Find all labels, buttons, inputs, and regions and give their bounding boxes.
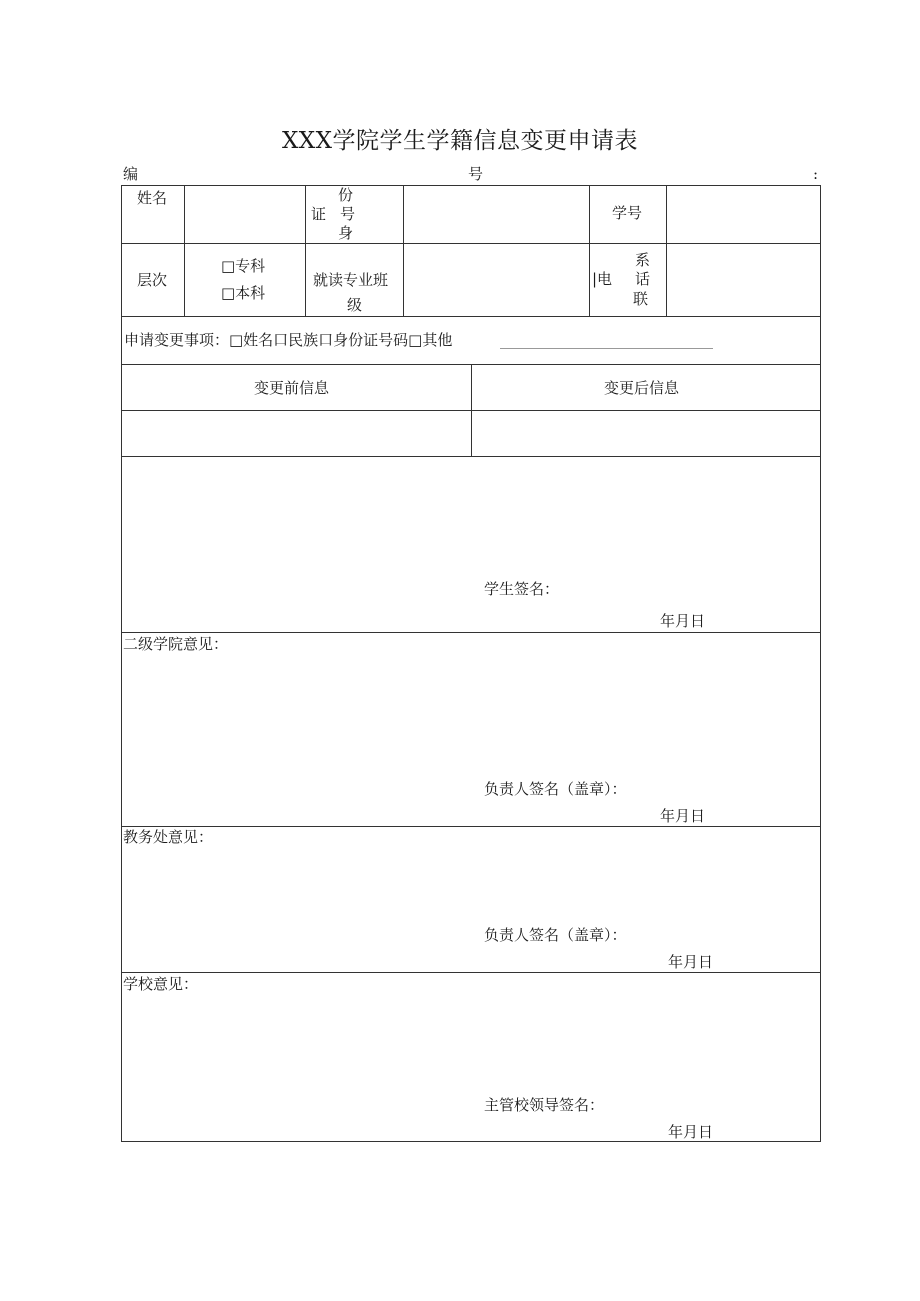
before-info-field[interactable]: [122, 411, 470, 455]
change-items-label: 申请变更事项：□姓名口民族口身份证号码□其他: [124, 331, 453, 349]
form-title: XXX学院学生学籍信息变更申请表: [281, 128, 639, 154]
department-date-label: 年月日: [660, 807, 706, 825]
school-opinion-label: 学校意见：: [123, 975, 199, 993]
major-class-field[interactable]: [404, 244, 588, 315]
student-statement-area[interactable]: [122, 457, 819, 631]
name-value-field[interactable]: [185, 186, 304, 242]
academic-affairs-date-label: 年月日: [668, 953, 714, 971]
phone-label-mid-right: 话: [635, 270, 651, 288]
department-opinion-label: 二级学院意见：: [123, 635, 229, 653]
other-item-blank[interactable]: [500, 348, 713, 349]
after-info-header: 变更后信息: [604, 379, 680, 397]
major-class-label-line2: 级: [347, 296, 363, 314]
school-date-label: 年月日: [668, 1123, 714, 1141]
id-label-top: 份: [338, 186, 354, 204]
student-signature-label: 学生签名：: [484, 580, 560, 598]
name-label: 姓名: [137, 189, 168, 207]
student-number-label: 学号: [612, 204, 643, 222]
id-number-field[interactable]: [404, 186, 588, 242]
student-date-label: 年月日: [660, 612, 706, 630]
id-label-mid-right: 号: [340, 205, 356, 223]
serial-label-right: 号: [468, 165, 484, 183]
phone-label-mid-left: |电: [592, 270, 613, 288]
academic-affairs-opinion-label: 教务处意见：: [123, 828, 214, 846]
before-info-header: 变更前信息: [254, 379, 330, 397]
after-info-field[interactable]: [472, 411, 819, 455]
id-label-bottom: 身: [338, 224, 354, 242]
level-option-junior-college[interactable]: □专科: [221, 257, 266, 275]
phone-field[interactable]: [667, 244, 819, 315]
level-option-undergraduate[interactable]: □本科: [221, 284, 266, 302]
id-label-mid-left: 证: [311, 205, 327, 223]
department-signature-label: 负责人签名（盖章）：: [484, 780, 627, 798]
serial-label-left: 编: [123, 165, 139, 183]
academic-affairs-signature-label: 负责人签名（盖章）：: [484, 926, 627, 944]
level-label: 层次: [137, 271, 168, 289]
student-number-field[interactable]: [667, 186, 819, 242]
phone-label-bottom: 联: [633, 290, 649, 308]
major-class-label-line1: 就读专业班: [313, 271, 389, 289]
serial-colon: :: [813, 165, 819, 183]
school-leader-signature-label: 主管校领导签名：: [484, 1096, 605, 1114]
phone-label-top: 系: [635, 251, 651, 269]
